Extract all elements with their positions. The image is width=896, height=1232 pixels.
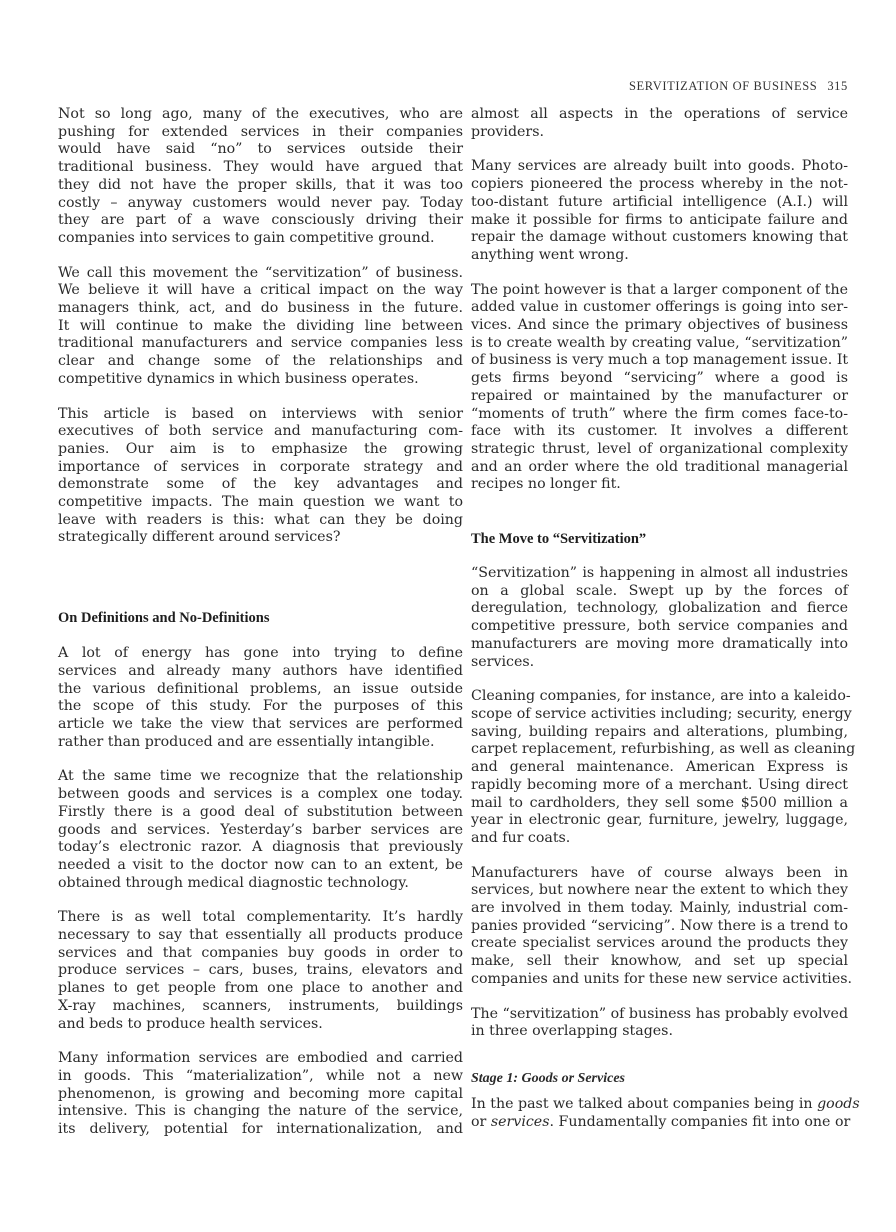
text-line: Many information services are embodied and carried <box>58 1050 463 1067</box>
text-line: We call this movement the “servitization” of business. <box>58 264 463 281</box>
paragraph <box>58 909 463 1033</box>
text-line <box>471 1113 851 1132</box>
text-line: article we take the view that services are performed <box>58 715 463 732</box>
text-line: competitive impacts. The main question we want to <box>58 494 463 511</box>
text-line: intensive. This is changing the nature of the service, <box>58 1103 463 1120</box>
text-line: today’s electronic razor. A diagnosis that previously <box>58 839 463 856</box>
text-line: manufacturers are moving more dramatically into <box>471 635 848 652</box>
text-line: saving, building repairs and alterations, plumbing, <box>471 723 848 740</box>
text-line: X-ray machines, scanners, instruments, buildings <box>58 997 463 1014</box>
text-line: is to create wealth by creating value, “servitization” <box>471 334 848 351</box>
italic-term: goods <box>817 1095 860 1112</box>
text-line: and an order where the old traditional managerial <box>471 458 848 475</box>
text-line: copiers pioneered the process whereby in the not- <box>471 176 848 193</box>
text-line: obtained through medical diagnostic technology. <box>58 874 409 891</box>
text-line: strategically different around services? <box>58 529 341 546</box>
text-line: services, but nowhere near the extent to which they <box>471 882 848 899</box>
text-line: anything went wrong. <box>471 246 629 263</box>
text-line: deregulation, technology, globalization and fierce <box>471 600 848 617</box>
text-line: and fur coats. <box>471 829 571 846</box>
section-heading: The Move to “Servitization” <box>471 531 647 548</box>
text-line: A lot of energy has gone into trying to define <box>58 645 463 662</box>
text-line: companies and units for these new service activities. <box>471 970 853 987</box>
text-line: At the same time we recognize that the relationship <box>58 768 463 785</box>
paragraph <box>471 1006 848 1041</box>
text-line: leave with readers is this: what can they be doing <box>58 511 463 528</box>
text-line: between goods and services is a complex one today. <box>58 786 463 803</box>
text-line: repaired or maintained by the manufacturer or <box>471 387 848 404</box>
text-line: scope of service activities including; security, energy <box>471 705 852 722</box>
paragraph <box>58 406 463 548</box>
paragraph <box>58 106 463 248</box>
paragraph <box>471 864 853 989</box>
text-line: they are part of a wave consciously driving their <box>58 212 463 229</box>
text-line: Manufacturers have of course always been in <box>471 864 848 881</box>
text-line: services and already many authors have identified <box>58 662 463 679</box>
text-line: companies into services to gain competitive ground. <box>58 229 435 246</box>
text-line: needed a visit to the doctor now can to an extent, be <box>58 856 463 873</box>
text-line: services and that companies buy goods in order to <box>58 944 463 961</box>
text-line: gets firms beyond “servicing” where a good is <box>471 370 848 387</box>
subsection-heading: Stage 1: Goods or Services <box>471 1070 625 1086</box>
text-line: make, sell their knowhow, and set up special <box>471 953 848 970</box>
text-line: they did not have the proper skills, that it was too <box>58 176 463 193</box>
text-line: its delivery, potential for internationalization, and <box>58 1121 463 1138</box>
left-column <box>58 106 463 1139</box>
text-run: or <box>471 1113 491 1130</box>
text-line: the various definitional problems, an issue outside <box>58 680 463 697</box>
text-line: “moments of truth” where the firm comes face-to- <box>471 405 848 422</box>
paragraph <box>58 645 463 751</box>
italic-term: services <box>490 1113 550 1130</box>
text-line <box>471 1095 860 1114</box>
text-line: competitive pressure, both service companies and <box>471 618 848 635</box>
text-line: repair the damage without customers knowing that <box>471 229 848 246</box>
text-line: would have said “no” to services outside their <box>58 141 463 158</box>
text-line: of business is very much a top management issue. It <box>471 352 849 369</box>
text-line: traditional business. They would have argued that <box>58 159 463 176</box>
paragraph <box>58 1050 463 1139</box>
text-line: in goods. This “materialization”, while not a new <box>58 1067 463 1084</box>
text-line: are involved in them today. Mainly, industrial com- <box>471 900 848 917</box>
text-line: traditional manufacturers and service companies less <box>58 335 463 352</box>
text-line: and general maintenance. American Express is <box>471 759 848 776</box>
running-head <box>629 79 848 94</box>
text-line: produce services – cars, buses, trains, elevators and <box>58 962 463 979</box>
text-run: . Fundamentally companies fit into one or <box>549 1113 851 1130</box>
text-line: mail to cardholders, they sell some $500 million a <box>471 794 848 811</box>
text-line: make it possible for firms to anticipate failure and <box>471 211 848 228</box>
text-line: phenomenon, is growing and becoming more capital <box>58 1085 463 1102</box>
text-line: added value in customer offerings is going into ser- <box>471 299 848 316</box>
text-line: Not so long ago, many of the executives, who are <box>58 106 463 122</box>
text-line: Cleaning companies, for instance, are into a kaleido- <box>471 688 851 705</box>
text-line: strategic thrust, level of organizational complexity <box>471 440 848 457</box>
text-line: face with its customer. It involves a different <box>471 423 848 440</box>
paragraph <box>471 282 848 494</box>
text-line: panies provided “servicing”. Now there is a trend to <box>471 917 848 934</box>
text-line: rapidly becoming more of a merchant. Using direct <box>471 776 848 793</box>
paragraph <box>471 106 848 141</box>
text-line: planes to get people from one place to another and <box>58 980 463 997</box>
text-line: necessary to say that essentially all products produce <box>58 927 463 944</box>
text-line: almost all aspects in the operations of service <box>471 106 848 122</box>
text-line: and beds to produce health services. <box>58 1015 323 1032</box>
text-line: year in electronic gear, furniture, jewelry, luggage, <box>471 812 848 829</box>
text-line: recipes no longer fit. <box>471 476 621 493</box>
paragraph <box>471 158 848 264</box>
text-line: in three overlapping stages. <box>471 1023 673 1040</box>
paragraph <box>471 688 856 847</box>
text-line: We believe it will have a critical impact on the way <box>58 282 463 299</box>
text-line: on a global scale. Swept up by the forces of <box>471 582 848 599</box>
text-line: pushing for extended services in their companies <box>58 123 463 140</box>
text-line: clear and change some of the relationships and <box>58 353 463 370</box>
text-line: executives of both service and manufacturing com- <box>58 423 463 440</box>
text-line: The “servitization” of business has probably evolved <box>471 1005 849 1022</box>
section-heading: On Definitions and No-Definitions <box>58 610 270 627</box>
paragraph <box>471 565 848 671</box>
paragraph <box>471 1095 860 1131</box>
text-line: importance of services in corporate strategy and <box>58 458 463 475</box>
text-line: services. <box>471 653 535 670</box>
running-head-title: SERVITIZATION OF BUSINESS <box>629 79 818 93</box>
text-line: Firstly there is a good deal of substitution between <box>58 803 463 820</box>
text-line: too-distant future artificial intelligence (A.I.) will <box>471 193 848 210</box>
text-line: costly – anyway customers would never pay. Today <box>58 194 463 211</box>
text-line: vices. And since the primary objectives of business <box>471 317 848 334</box>
paragraph <box>58 265 463 389</box>
text-run: In the past we talked about companies being in <box>471 1095 818 1112</box>
text-line: demonstrate some of the key advantages and <box>58 476 463 493</box>
paragraph <box>58 768 463 892</box>
text-line: rather than produced and are essentially intangible. <box>58 733 435 750</box>
text-line: managers think, act, and do business in the future. <box>58 300 463 317</box>
text-line: carpet replacement, refurbishing, as well as cleaning <box>471 741 856 758</box>
text-line: There is as well total complementarity. It’s hardly <box>58 909 463 926</box>
text-line: “Servitization” is happening in almost all industries <box>471 565 848 582</box>
text-line: the scope of this study. For the purposes of this <box>58 698 463 715</box>
text-line: The point however is that a larger component of the <box>471 281 848 298</box>
text-line: goods and services. Yesterday’s barber services are <box>58 821 463 838</box>
text-line: It will continue to make the dividing line between <box>58 317 463 334</box>
text-line: competitive dynamics in which business operates. <box>58 370 419 387</box>
text-line: This article is based on interviews with senior <box>58 405 463 422</box>
text-line: Many services are already built into goods. Photo- <box>471 158 848 175</box>
text-line: providers. <box>471 123 545 140</box>
text-line: create specialist services around the products they <box>471 935 848 952</box>
text-line: panies. Our aim is to emphasize the growing <box>58 440 463 457</box>
page-number: 315 <box>827 79 848 93</box>
right-column <box>471 106 860 1131</box>
